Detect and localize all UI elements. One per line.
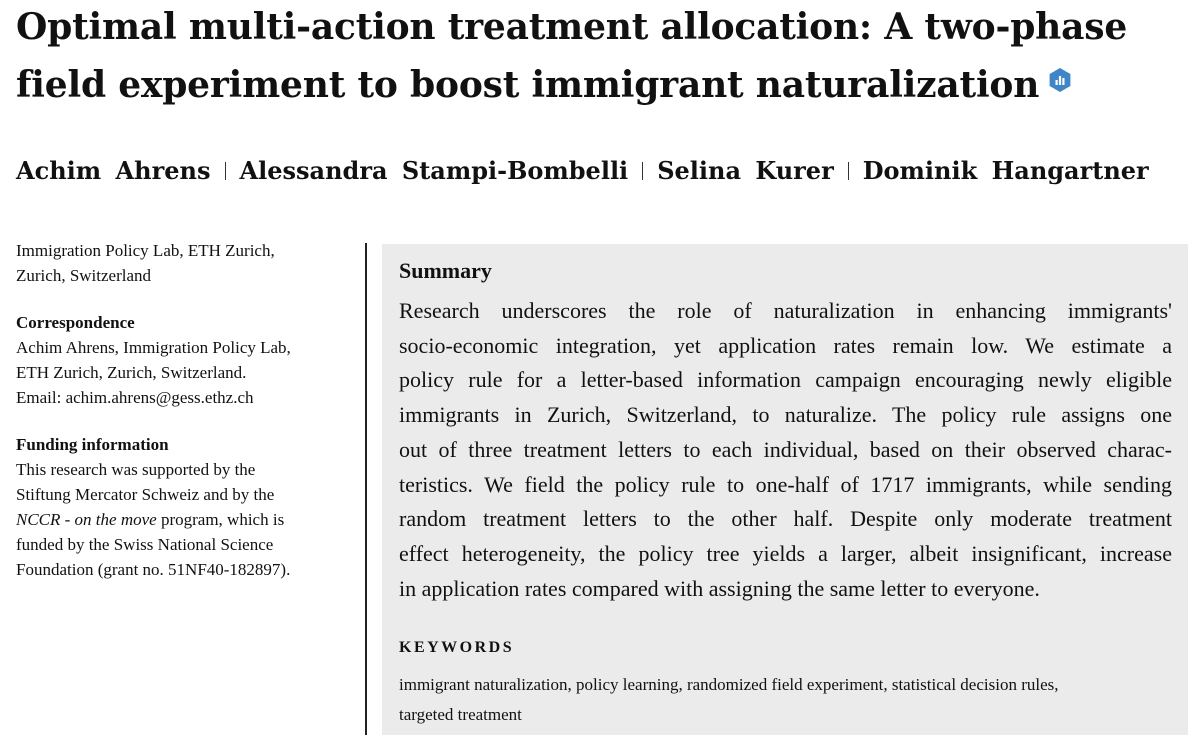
correspondence <box>16 310 346 410</box>
author-name[interactable]: Selina Kurer <box>657 156 834 185</box>
title-line-1: Optimal multi-action treatment allocation: A two-phase <box>16 6 1128 48</box>
summary-line: Research underscores the role of naturalization in enhancing immigrants' <box>399 298 1172 323</box>
title-line-2-text: field experiment to boost immigrant naturalization <box>16 64 1040 106</box>
summary-line: out of three treatment letters to each individual, based on their observed charac- <box>399 436 1172 462</box>
summary-line: socio-economic integration, yet application rates remain low. We estimate a <box>399 332 1172 358</box>
funding-line-rest: program, which is <box>156 510 285 529</box>
author-separator <box>848 162 849 180</box>
affiliation-line: Immigration Policy Lab, ETH Zurich, <box>16 241 275 260</box>
column-divider <box>365 243 367 735</box>
summary-line: teristics. We field the policy rule to one-half of 1717 immigrants, while sending <box>399 471 1172 497</box>
summary-line: policy rule for a letter-based information campaign encouraging newly eligible <box>399 367 1172 393</box>
affiliation <box>16 238 346 288</box>
summary-heading: Summary <box>399 258 492 283</box>
correspondence-heading: Correspondence <box>16 313 135 332</box>
altmetric-badge-icon[interactable] <box>1047 54 1073 80</box>
title-line-2 <box>16 54 1186 112</box>
summary-body <box>399 294 1172 606</box>
correspondence-email[interactable]: Email: achim.ahrens@gess.ethz.ch <box>16 388 254 407</box>
summary-line: immigrants in Zurich, Switzerland, to naturalize. The policy rule assigns one <box>399 402 1172 428</box>
funding-line: funded by the Swiss National Science <box>16 535 274 554</box>
keywords-line: immigrant naturalization, policy learning, randomized field experiment, statistical decision rules, <box>399 675 1059 694</box>
author-separator <box>225 162 226 180</box>
keywords-list <box>399 670 1179 730</box>
author-list <box>16 151 1186 191</box>
funding-line: This research was supported by the <box>16 460 256 479</box>
author-name[interactable]: Achim Ahrens <box>16 156 211 185</box>
funding-line <box>16 507 346 532</box>
metadata-column <box>16 238 346 604</box>
program-name: NCCR - on the move <box>16 510 157 529</box>
author-separator <box>642 162 643 180</box>
keywords-heading: KEYWORDS <box>399 639 515 656</box>
author-name[interactable]: Dominik Hangartner <box>862 156 1149 185</box>
author-name[interactable]: Alessandra Stampi-Bombelli <box>239 156 629 185</box>
keywords-line: targeted treatment <box>399 705 522 724</box>
correspondence-line: ETH Zurich, Zurich, Switzerland. <box>16 363 247 382</box>
summary-line: effect heterogeneity, the policy tree yields a larger, albeit insignificant, increase <box>399 540 1172 566</box>
funding-line: Foundation (grant no. 51NF40-182897). <box>16 560 291 579</box>
paper-title <box>16 0 1186 112</box>
correspondence-line: Achim Ahrens, Immigration Policy Lab, <box>16 338 291 357</box>
funding-line: Stiftung Mercator Schweiz and by the <box>16 485 275 504</box>
funding-information <box>16 432 346 582</box>
affiliation-line: Zurich, Switzerland <box>16 266 152 285</box>
summary-line: in application rates compared with assigning the same letter to everyone. <box>399 575 1040 601</box>
summary-line: random treatment letters to the other half. Despite only moderate treatment <box>399 506 1172 532</box>
funding-heading: Funding information <box>16 435 169 454</box>
